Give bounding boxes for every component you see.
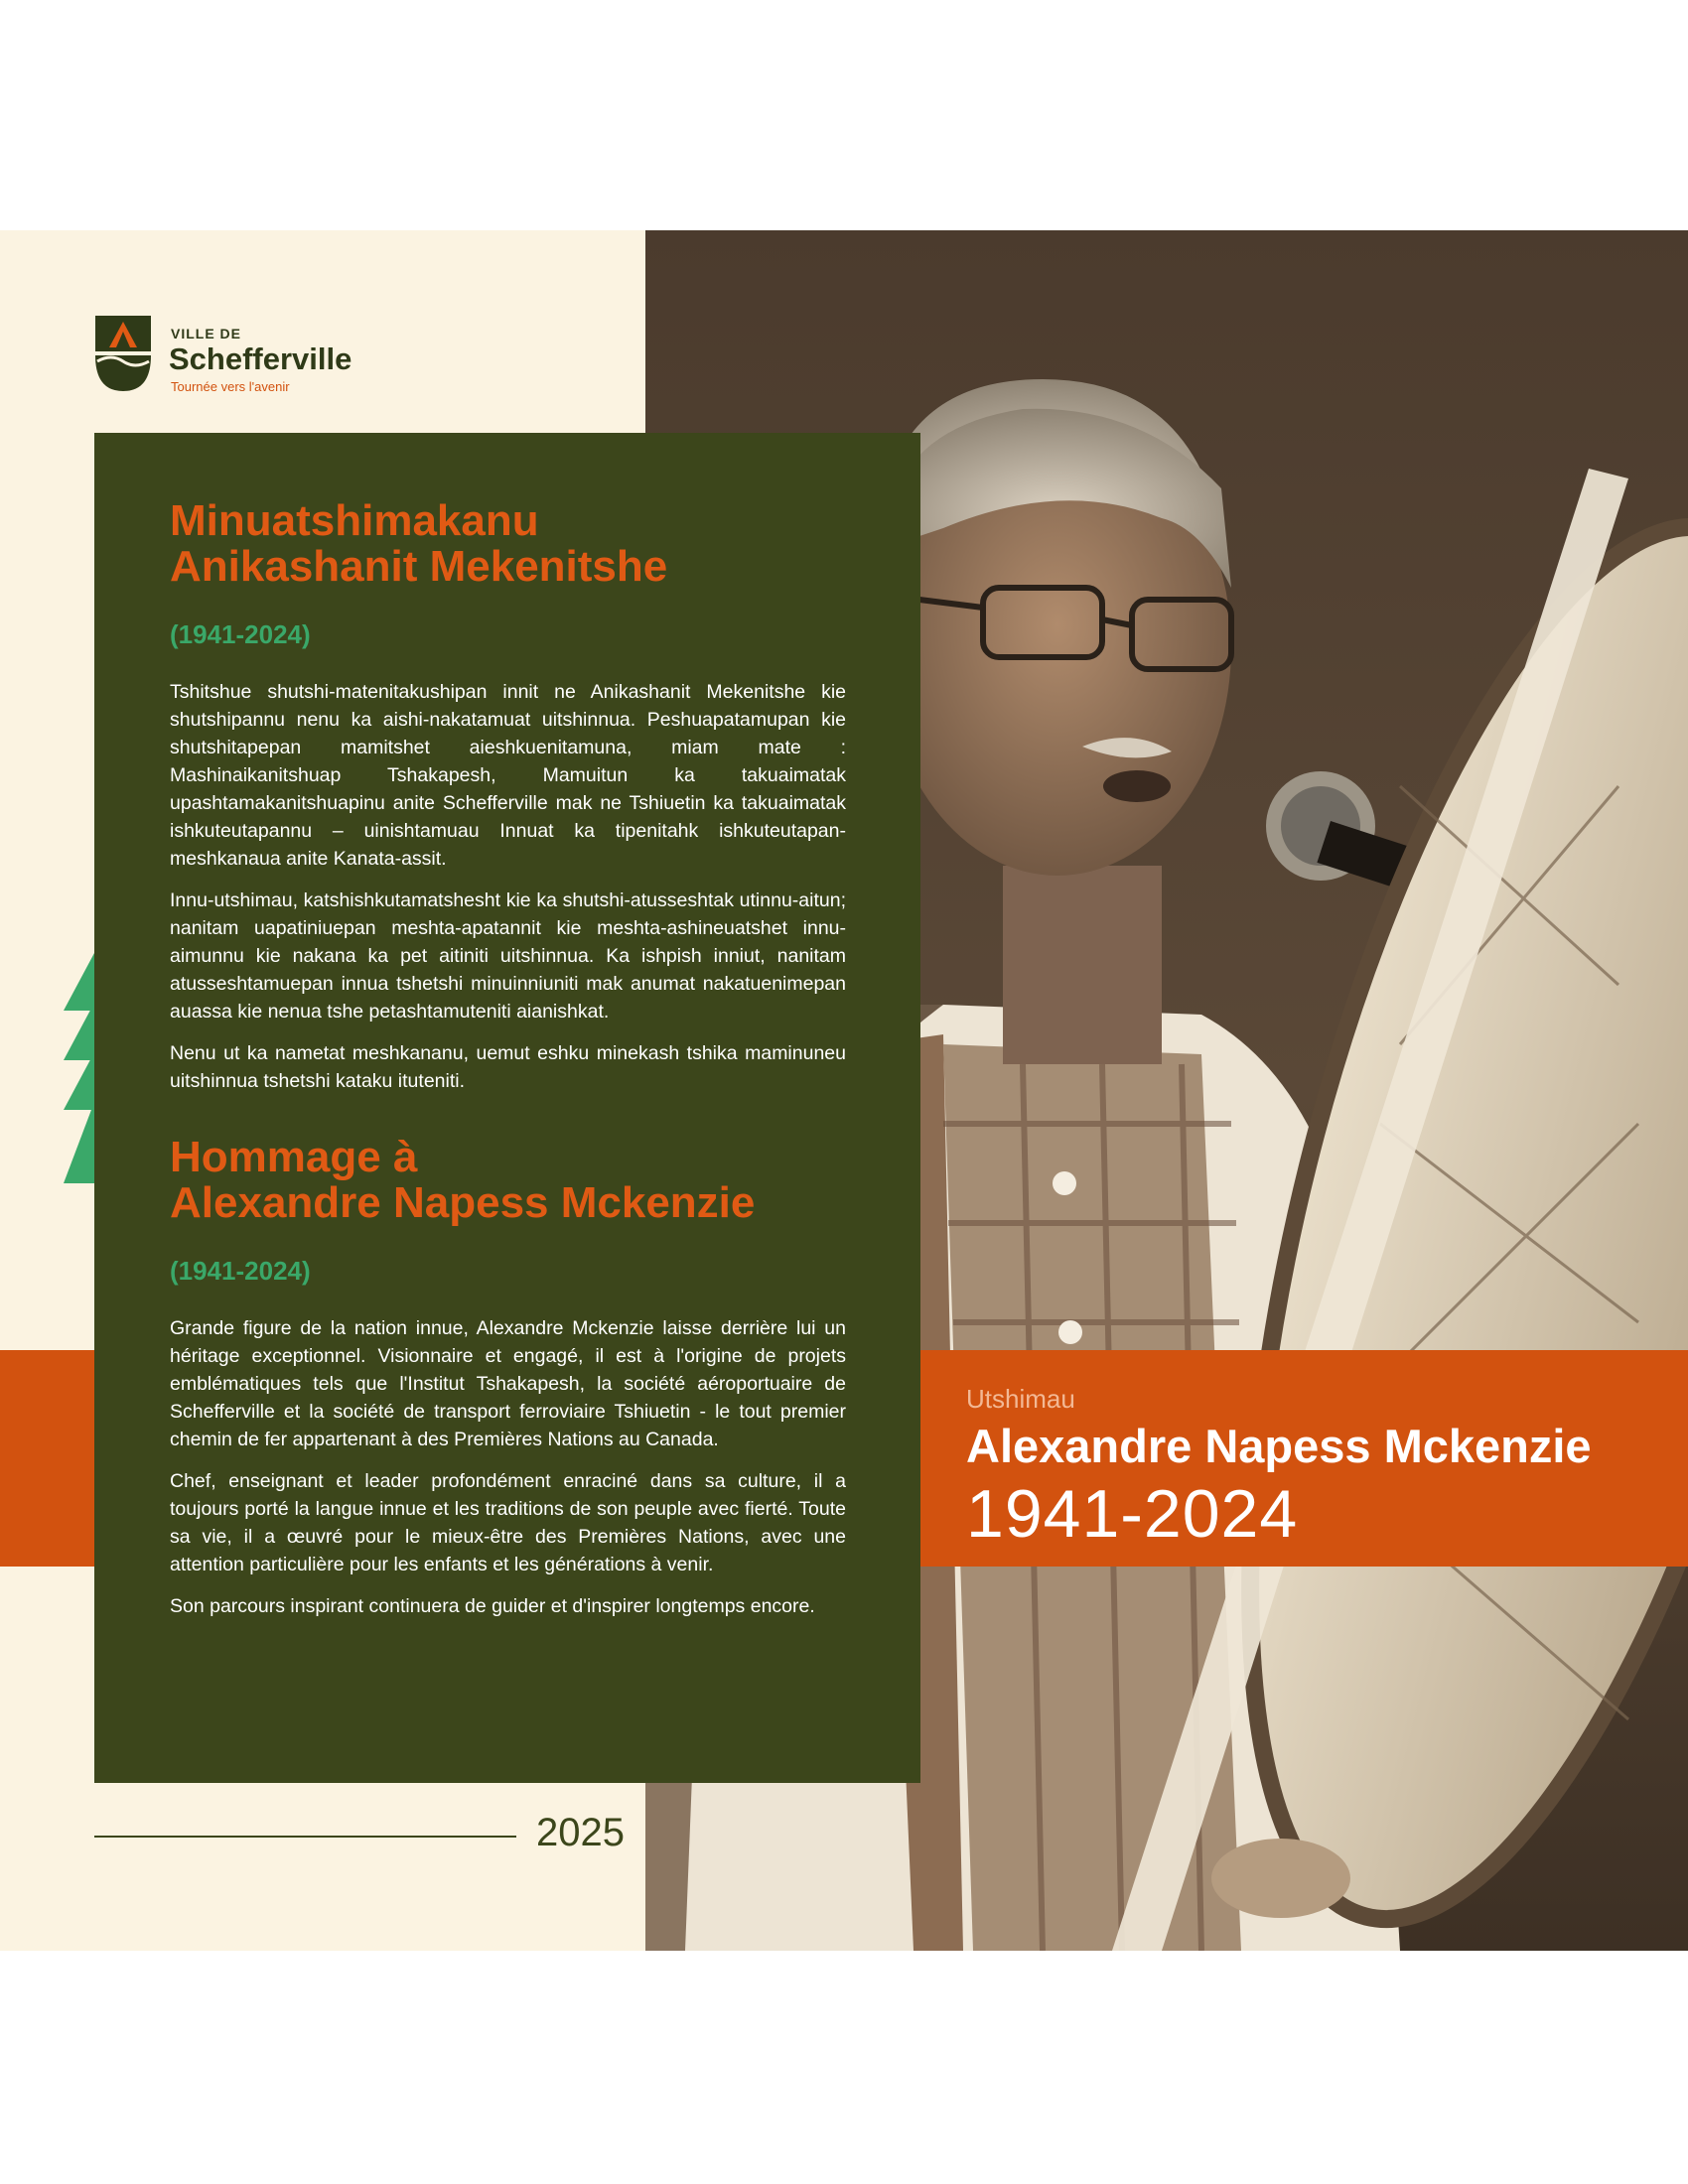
footer-year: 2025 (536, 1811, 625, 1854)
text-panel-content (170, 498, 846, 1634)
innu-dates: (1941-2024) (170, 619, 311, 649)
french-paragraph: Son parcours inspirant continuera de guider et d'inspirer longtemps encore. (170, 1595, 815, 1617)
logo-tagline: Tournée vers l'avenir (171, 379, 290, 394)
section-innu (170, 498, 846, 1095)
innu-paragraph: Innu-utshimau, katshishkutamatshesht kie ka shutshi-atusseshtak utinnu-aitun; nanitam uapatiniuepan meshta-apatannit kie meshta-ashineuatshet innu-aimunnu kie nakana ka pet aitiniti uitshinnua. Ka ishpish inniut, nanitam atusseshtamuepan innua tshetshi minuinniuniti mak anumat nakatuenimepan auassa kie nenua tshe petashtamuteniti aianishkat. (170, 889, 846, 1023)
innu-heading-line2: Anikashanit Mekenitshe (170, 542, 668, 591)
footer-divider (94, 1836, 516, 1838)
text-panel (94, 433, 920, 1783)
french-dates: (1941-2024) (170, 1256, 311, 1286)
banner-title: Utshimau (966, 1384, 1075, 1414)
poster (0, 230, 1688, 1951)
french-paragraph: Grande figure de la nation innue, Alexandre Mckenzie laisse derrière lui un héritage exceptionnel. Visionnaire et engagé, il est à l'origine de projets emblématiques tels que l'Institut Tshakapesh, la société aéroportuaire de Schefferville et la société de transport ferroviaire Tshiuetin - le tout premier chemin de fer appartenant à des Premières Nations au Canada. (170, 1317, 846, 1450)
french-heading (170, 1135, 846, 1226)
innu-heading-line1: Minuatshimakanu (170, 496, 539, 545)
french-paragraph: Chef, enseignant et leader profondément enraciné dans sa culture, il a toujours porté la langue innue et les traditions de son peuple avec fierté. Toute sa vie, il a œuvré pour le mieux-être des Premières Nations, avec une attention particulière pour les enfants et les générations à venir. (170, 1470, 846, 1575)
logo-ville-de: VILLE DE (171, 326, 242, 341)
banner (966, 1384, 1661, 1553)
french-heading-line2: Alexandre Napess Mckenzie (170, 1178, 756, 1227)
french-heading-line1: Hommage à (170, 1133, 418, 1181)
banner-name: Alexandre Napess Mckenzie (966, 1420, 1592, 1472)
banner-dates: 1941-2024 (966, 1476, 1299, 1552)
innu-paragraph: Tshitshue shutshi-matenitakushipan innit ne Anikashanit Mekenitshe kie shutshipannu nenu ka aishi-nakatamuat uitshinnua. Peshuapatamupan kie shutshitapepan mamitshet aieshkuenitamuna, miam mate : Mashinaikanitshuap Tshakapesh, Mamuitun ka takuaimatak upashtamakanitshuapinu anite Schefferville mak ne Tshiuetin ka takuaimatak ishkuteutapannu – uinishtamuau Innuat ka tipenitahk ishkuteutapan-meshkanaua anite Kanata-assit. (170, 681, 846, 870)
innu-paragraph: Nenu ut ka nametat meshkananu, uemut eshku minekash tshika maminuneu uitshinnua tshetshi kataku ituteniti. (170, 1042, 846, 1092)
schefferville-logo (93, 314, 391, 403)
logo-town-name: Schefferville (169, 341, 352, 376)
innu-heading (170, 498, 846, 590)
section-french (170, 1135, 846, 1620)
schefferville-emblem-icon (93, 314, 153, 393)
